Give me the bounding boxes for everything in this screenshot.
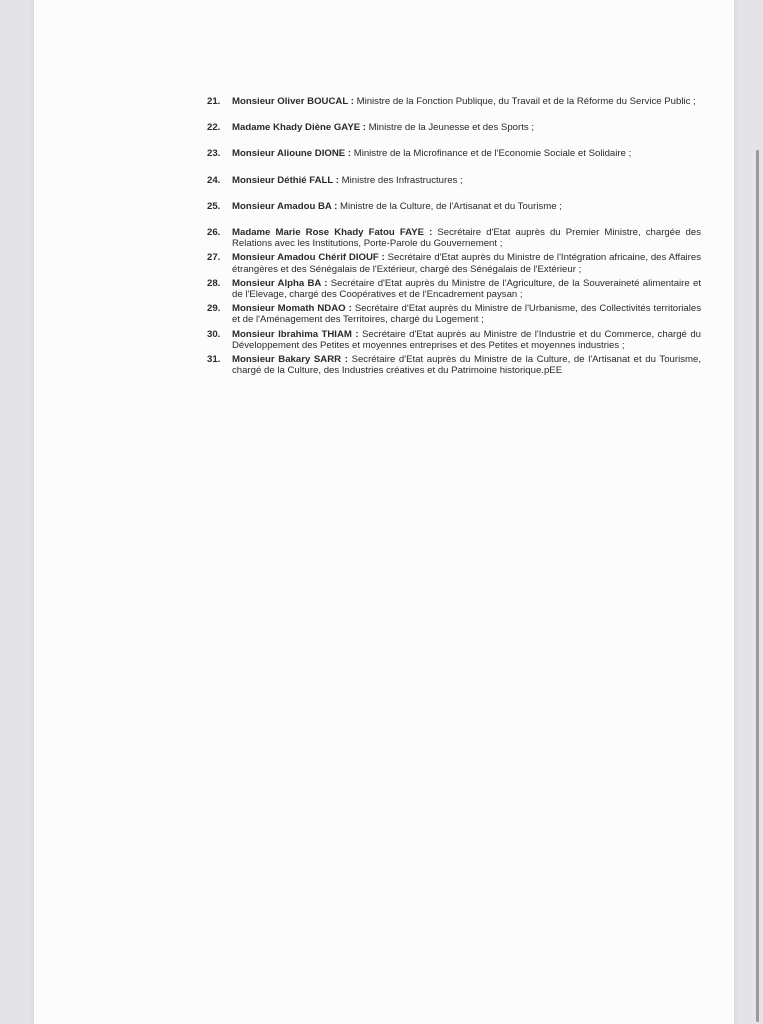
entry-title: Ministre de la Culture, de l'Artisanat et du Tourisme ; — [340, 200, 562, 212]
list-item: 28. Monsieur Alpha BA : Secrétaire d'Etat auprès du Ministre de l'Agriculture, de la Souveraineté alimentaire et de l'Elevage, chargé des Coopératives et de l'Encadrement paysan ; — [207, 277, 701, 301]
list-item: 24. Monsieur Déthié FALL : Ministre des Infrastructures ; — [207, 174, 463, 186]
entry-number: 25. — [207, 200, 221, 212]
list-item: 22. Madame Khady Diène GAYE : Ministre de la Jeunesse et des Sports ; — [207, 122, 534, 134]
entry-number: 30. — [207, 328, 221, 340]
entry-title: Secrétaire d'Etat auprès au Ministre de l'Industrie et du Commerce, chargé du Développement des Petites et moyennes entreprises et des Petites et moyennes industries ; — [232, 328, 701, 351]
list-item: 25. Monsieur Amadou BA : Ministre de la Culture, de l'Artisanat et du Tourisme ; — [207, 200, 562, 212]
entry-name: Monsieur Amadou Chérif DIOUF — [232, 252, 379, 264]
entry-number: 26. — [207, 227, 221, 239]
entry-name: Monsieur Bakary SARR — [232, 354, 342, 366]
entry-number: 28. — [207, 277, 221, 289]
list-item: 21. Monsieur Oliver BOUCAL : Ministre de la Fonction Publique, du Travail et de la Réforme du Service Public ; — [207, 96, 696, 107]
entry-name: Monsieur Alioune DIONE — [232, 148, 346, 160]
entry-title: Secrétaire d'Etat auprès du Ministre de l'Intégration africaine, des Affaires étrangères et des Sénégalais de l'Extérieur, chargé des Sénégalais de l'Extérieur ; — [232, 252, 701, 275]
entry-number: 23. — [207, 148, 221, 160]
entry-name: Monsieur Amadou BA — [232, 200, 332, 212]
list-item: 23. Monsieur Alioune DIONE : Ministre de la Microfinance et de l'Economie Sociale et Solidaire ; — [207, 148, 632, 160]
entry-title: Ministre de la Microfinance et de l'Economie Sociale et Solidaire ; — [353, 148, 632, 160]
entry-name: Madame Khady Diène GAYE — [232, 122, 361, 134]
entry-name: Monsieur Ibrahima THIAM — [232, 328, 352, 340]
list-item: 30. Monsieur Ibrahima THIAM : Secrétaire d'Etat auprès au Ministre de l'Industrie et du Commerce, chargé du Développement des Petites et moyennes entreprises et des Petites et moyennes industries ; — [207, 328, 701, 351]
entry-number: 24. — [207, 174, 221, 186]
entry-name: Monsieur Déthié FALL — [232, 174, 334, 186]
entry-name: Monsieur Momath NDAO — [232, 303, 346, 315]
entry-title: Ministre de la Fonction Publique, du Travail et de la Réforme du Service Public ; — [356, 96, 696, 107]
entry-number: 22. — [207, 122, 221, 134]
entry-name: Madame Marie Rose Khady Fatou FAYE — [232, 227, 424, 239]
entry-title: Secrétaire d'Etat auprès du Ministre de l'Agriculture, de la Souveraineté alimentaire et de l'Elevage, chargé des Coopératives et de l'Encadrement paysan ; — [232, 277, 701, 301]
list-item: 31. Monsieur Bakary SARR : Secrétaire d'Etat auprès du Ministre de la Culture, de l'Artisanat et du Tourisme, chargé de la Culture, des Industries créatives et du Patrimoine historique.pEE — [207, 354, 701, 377]
entry-title: Secrétaire d'Etat auprès du Ministre de l'Urbanisme, des Collectivités territoriales et de l'Aménagement des Territoires, chargé du Logement ; — [232, 303, 701, 326]
entry-name: Monsieur Oliver BOUCAL — [232, 96, 349, 107]
list-item: 26. Madame Marie Rose Khady Fatou FAYE : Secrétaire d'Etat auprès du Premier Ministre, chargée des Relations avec les Institutions, Porte-Parole du Gouvernement ; — [207, 227, 701, 250]
list-item: 29. Monsieur Momath NDAO : Secrétaire d'Etat auprès du Ministre de l'Urbanisme, des Collectivités territoriales et de l'Aménagement des Territoires, chargé du Logement ; — [207, 303, 701, 326]
entry-title: Ministre de la Jeunesse et des Sports ; — [368, 122, 534, 134]
entry-number: 29. — [207, 303, 221, 315]
entry-title: Ministre des Infrastructures ; — [341, 174, 463, 186]
entry-title: Secrétaire d'Etat auprès du Ministre de la Culture, de l'Artisanat et du Tourisme, chargé de la Culture, des Industries créatives et du Patrimoine historique.pEE — [232, 354, 701, 377]
entry-number: 27. — [207, 252, 221, 264]
vertical-scrollbar[interactable] — [756, 150, 759, 1022]
list-item: 27. Monsieur Amadou Chérif DIOUF : Secrétaire d'Etat auprès du Ministre de l'Intégration africaine, des Affaires étrangères et des Sénégalais de l'Extérieur, chargé des Sénégalais de l'Extérieur ; — [207, 252, 701, 275]
entry-number: 21. — [207, 96, 221, 107]
document-page — [34, 0, 734, 1024]
entry-name: Monsieur Alpha BA — [232, 277, 321, 289]
entry-title: Secrétaire d'Etat auprès du Premier Ministre, chargée des Relations avec les Institutions, Porte-Parole du Gouvernement ; — [232, 227, 701, 250]
appointments-list — [207, 96, 701, 376]
entry-number: 31. — [207, 354, 221, 366]
